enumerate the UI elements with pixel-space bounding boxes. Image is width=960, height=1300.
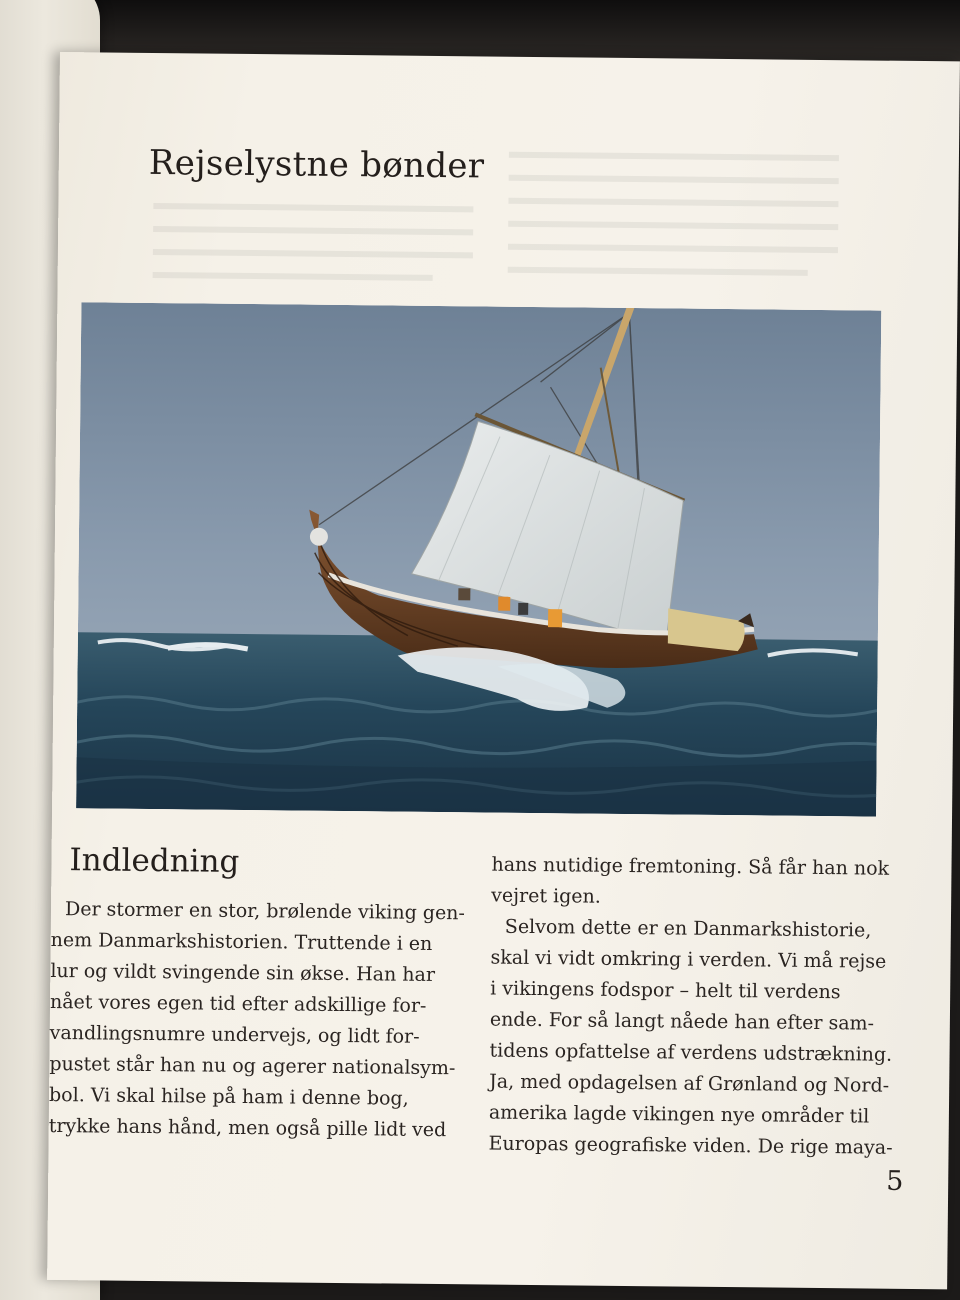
section-heading: Indledning bbox=[69, 842, 240, 880]
text-line: Der stormer en stor, brølende viking gen- bbox=[64, 898, 466, 925]
text-line: vejret igen. bbox=[491, 884, 601, 908]
text-line: lur og vildt svingende sin økse. Han har bbox=[50, 959, 436, 986]
text-line: pustet står han nu og agerer nationalsym- bbox=[49, 1052, 456, 1080]
viking-ship-icon bbox=[76, 302, 881, 816]
text-line: Europas geografiske viden. De rige maya- bbox=[488, 1132, 893, 1159]
text-line: bol. Vi skal hilse på ham i denne bog, bbox=[48, 1083, 409, 1110]
text-line: Selvom dette er en Danmarkshistorie, bbox=[504, 915, 872, 942]
book-page bbox=[47, 52, 960, 1289]
right-text-column bbox=[488, 850, 911, 1164]
text-line: skal vi vidt omkring i verden. Vi må rejse bbox=[490, 946, 887, 973]
left-text-column bbox=[48, 894, 466, 1146]
text-line: ende. For så langt nåede han efter sam- bbox=[489, 1008, 875, 1035]
page-number: 5 bbox=[886, 1165, 904, 1197]
text-line: amerika lagde vikingen nye områder til bbox=[488, 1101, 870, 1128]
text-line: trykke hans hånd, men også pille lidt ved bbox=[48, 1114, 447, 1142]
text-line: tidens opfattelse af verdens udstrækning. bbox=[489, 1039, 893, 1066]
page-title: Rejselystne bønder bbox=[148, 142, 485, 187]
text-line: nået vores egen tid efter adskillige for- bbox=[49, 990, 427, 1017]
text-line: vandlingsnumre undervejs, og lidt for- bbox=[49, 1021, 420, 1048]
text-line: i vikingens fodspor – helt til verdens bbox=[490, 977, 841, 1004]
text-line: Ja, med opdagelsen af Grønland og Nord- bbox=[489, 1070, 890, 1097]
text-line: hans nutidige fremtoning. Så får han nok bbox=[491, 853, 890, 880]
text-line: nem Danmarkshistorien. Truttende i en bbox=[50, 928, 433, 955]
viking-ship-photo bbox=[76, 302, 881, 816]
